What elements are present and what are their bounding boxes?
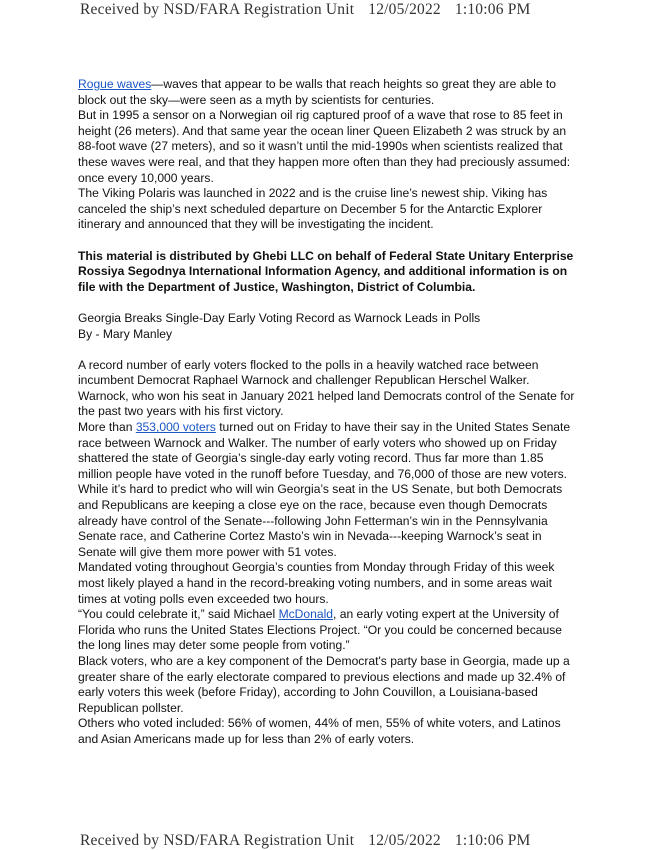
demographics-paragraph: Others who voted included: 56% of women, 44% of men, 55% of white voters, and Latinos and Asian Americans made up for less than 2% of early voters. xyxy=(78,716,561,746)
article-byline: By - Mary Manley xyxy=(78,326,173,341)
expert-quote-paragraph xyxy=(78,607,578,654)
voters-count-link[interactable]: 353,000 voters xyxy=(135,420,216,435)
stamp-date: 12/05/2022 xyxy=(368,1,441,18)
rogue-waves-paragraph xyxy=(78,77,578,108)
mandated-voting-paragraph: Mandated voting throughout Georgia’s counties from Monday through Friday of this week most likely played a hand in the record-breaking voting numbers, and in some areas wait times at voting polls even exceeded two hours. xyxy=(78,560,555,606)
quote-text-pre: “You could celebrate it,” said Michael xyxy=(78,607,279,622)
quote-text-rest: , an early voting expert at the University of Florida who runs the United States Elections Project. “Or you could be concerned because the long lines may deter some people from voting.” xyxy=(78,607,563,653)
viking-polaris-paragraph: The Viking Polaris was launched in 2022 and is the cruise line’s newest ship. Viking has canceled the ship’s next scheduled departure on December 5 for the Antarctic Explorer itinerary and announced that they will be investigating the incident. xyxy=(78,186,548,232)
stamp-label: Received by NSD/FARA Registration Unit xyxy=(80,1,355,18)
record-voters-paragraph: A record number of early voters flocked to the polls in a heavily watched race between incumbent Democrat Raphael Warnock and challenger Republican Herschel Walker. Warnock, who won his seat in January 2021 helped land Democrats control of the Senate for the past two years with his first victory. xyxy=(78,357,575,419)
turnout-text-pre: More than xyxy=(78,420,136,435)
rogue-waves-text: —waves that appear to be walls that reach heights so great they are able to block out the sky—were seen as a myth by scientists for centuries. xyxy=(78,77,556,107)
stamp-label: Received by NSD/FARA Registration Unit xyxy=(80,832,355,849)
fara-stamp-top xyxy=(80,1,531,19)
fara-stamp-bottom xyxy=(80,832,531,850)
stamp-time: 1:10:06 PM xyxy=(454,832,531,849)
wave-sensor-paragraph: But in 1995 a sensor on a Norwegian oil rig captured proof of a wave that rose to 85 feet in height (26 meters). And that same year the ocean liner Queen Elizabeth 2 was struck by an 88-foot wave (27 meters), and so it wasn’t until the mid-1990s when scientists realized that these waves were real, and that they happen more often than they had preciously assumed: once every 10,000 years. xyxy=(78,108,571,185)
turnout-text-rest: turned out on Friday to have their say in the United States Senate race between Warnock and Walker. The number of early voters who showed up on Friday shattered the state of Georgia’s single-day early voting record. Thus far more than 1.85 million people have voted in the runoff before Tuesday, and 76,000 of those are new voters. xyxy=(78,420,571,481)
black-voters-paragraph: Black voters, who are a key component of the Democrat's party base in Georgia, made up a greater share of the early electorate compared to previous elections and made up 32.4% of early voters this week (before Friday), according to John Couvillon, a Louisiana-based Republican pollster. xyxy=(78,653,570,715)
turnout-paragraph xyxy=(78,420,578,482)
stamp-date: 12/05/2022 xyxy=(368,832,441,849)
article-title: Georgia Breaks Single-Day Early Voting Record as Warnock Leads in Polls xyxy=(78,310,481,325)
rogue-waves-link[interactable]: Rogue waves xyxy=(78,77,152,91)
document-body xyxy=(78,77,578,748)
senate-control-paragraph: While it’s hard to predict who will win Georgia’s seat in the US Senate, but both Democrats and Republicans are keeping a close eye on the race, because even though Democrats already have control of the Senate---following John Fetterman’s win in the Pennsylvania Senate race, and Catherine Cortez Masto’s win in Nevada---keeping Warnock’s seat in Senate will give them more power with 51 votes. xyxy=(78,482,563,559)
stamp-time: 1:10:06 PM xyxy=(454,1,531,18)
mcdonald-link[interactable]: McDonald xyxy=(278,607,334,622)
fara-disclosure-notice: This material is distributed by Ghebi LLC on behalf of Federal State Unitary Enterprise Rossiya Segodnya International Information Agency, and additional information is on file with the Department of Justice, Washington, District of Columbia. xyxy=(78,248,574,294)
